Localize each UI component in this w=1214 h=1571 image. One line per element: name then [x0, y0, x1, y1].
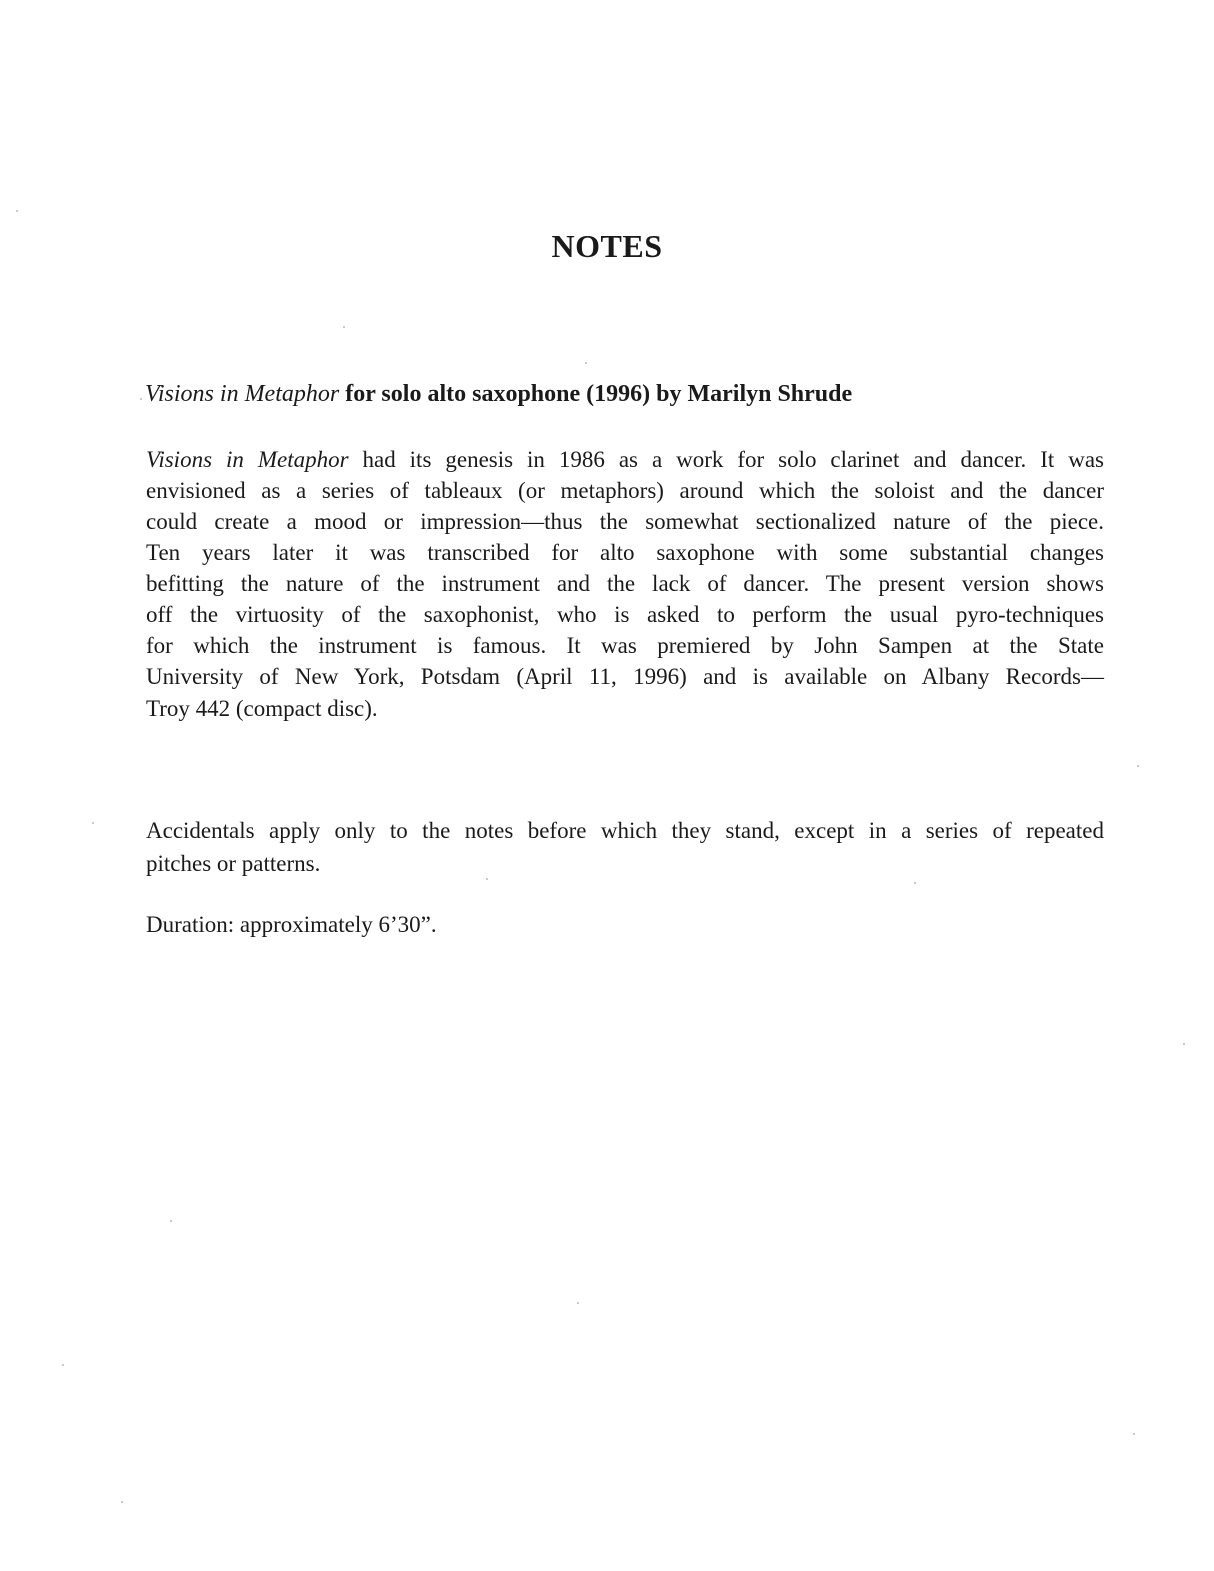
description-line: off the virtuosity of the saxophonist, who is asked to perform the usual pyro-techniques: [146, 602, 1104, 627]
work-heading-details: for solo alto saxophone (1996) by Marilyn Shrude: [339, 381, 853, 407]
scan-speck: [1183, 1043, 1185, 1045]
description-line: envisioned as a series of tableaux (or metaphors) around which the soloist and the dancer: [146, 478, 1104, 503]
scan-speck: [585, 362, 587, 364]
page-title: NOTES: [551, 228, 663, 264]
accidentals-note-line: pitches or patterns.: [146, 851, 321, 876]
description-line: University of New York, Potsdam (April 11, 1996) and is available on Albany Records—: [146, 664, 1104, 689]
scan-speck: [121, 1501, 123, 1503]
work-heading: [145, 381, 852, 408]
description-line: befitting the nature of the instrument and the lack of dancer. The present version shows: [146, 571, 1104, 596]
scan-speck: [170, 1220, 172, 1222]
scan-speck: [486, 878, 488, 880]
work-heading-title: Visions in Metaphor: [145, 381, 340, 407]
description-line: [146, 445, 1104, 475]
description-line: Ten years later it was transcribed for alto saxophone with some substantial changes: [146, 540, 1104, 565]
description-line: could create a mood or impression—thus the somewhat sectionalized nature of the piece.: [146, 509, 1104, 534]
scan-speck: [92, 822, 94, 824]
scan-speck: [343, 326, 345, 328]
scan-speck: [914, 882, 916, 884]
scan-speck: [16, 210, 18, 212]
scan-speck: [1133, 1433, 1135, 1435]
scan-speck: [577, 1302, 579, 1304]
duration-note: Duration: approximately 6’30”.: [146, 912, 437, 937]
scan-speck: [62, 1364, 64, 1366]
scan-speck: [1137, 765, 1139, 767]
accidentals-note-line: Accidentals apply only to the notes before which they stand, except in a series of repeated: [146, 818, 1104, 843]
description-line-text: had its genesis in 1986 as a work for solo clarinet and dancer. It was: [348, 447, 1104, 472]
description-line: Troy 442 (compact disc).: [146, 696, 378, 721]
scan-speck: [140, 398, 142, 400]
description-line: for which the instrument is famous. It was premiered by John Sampen at the State: [146, 633, 1104, 658]
description-work-title: Visions in Metaphor: [146, 447, 349, 472]
